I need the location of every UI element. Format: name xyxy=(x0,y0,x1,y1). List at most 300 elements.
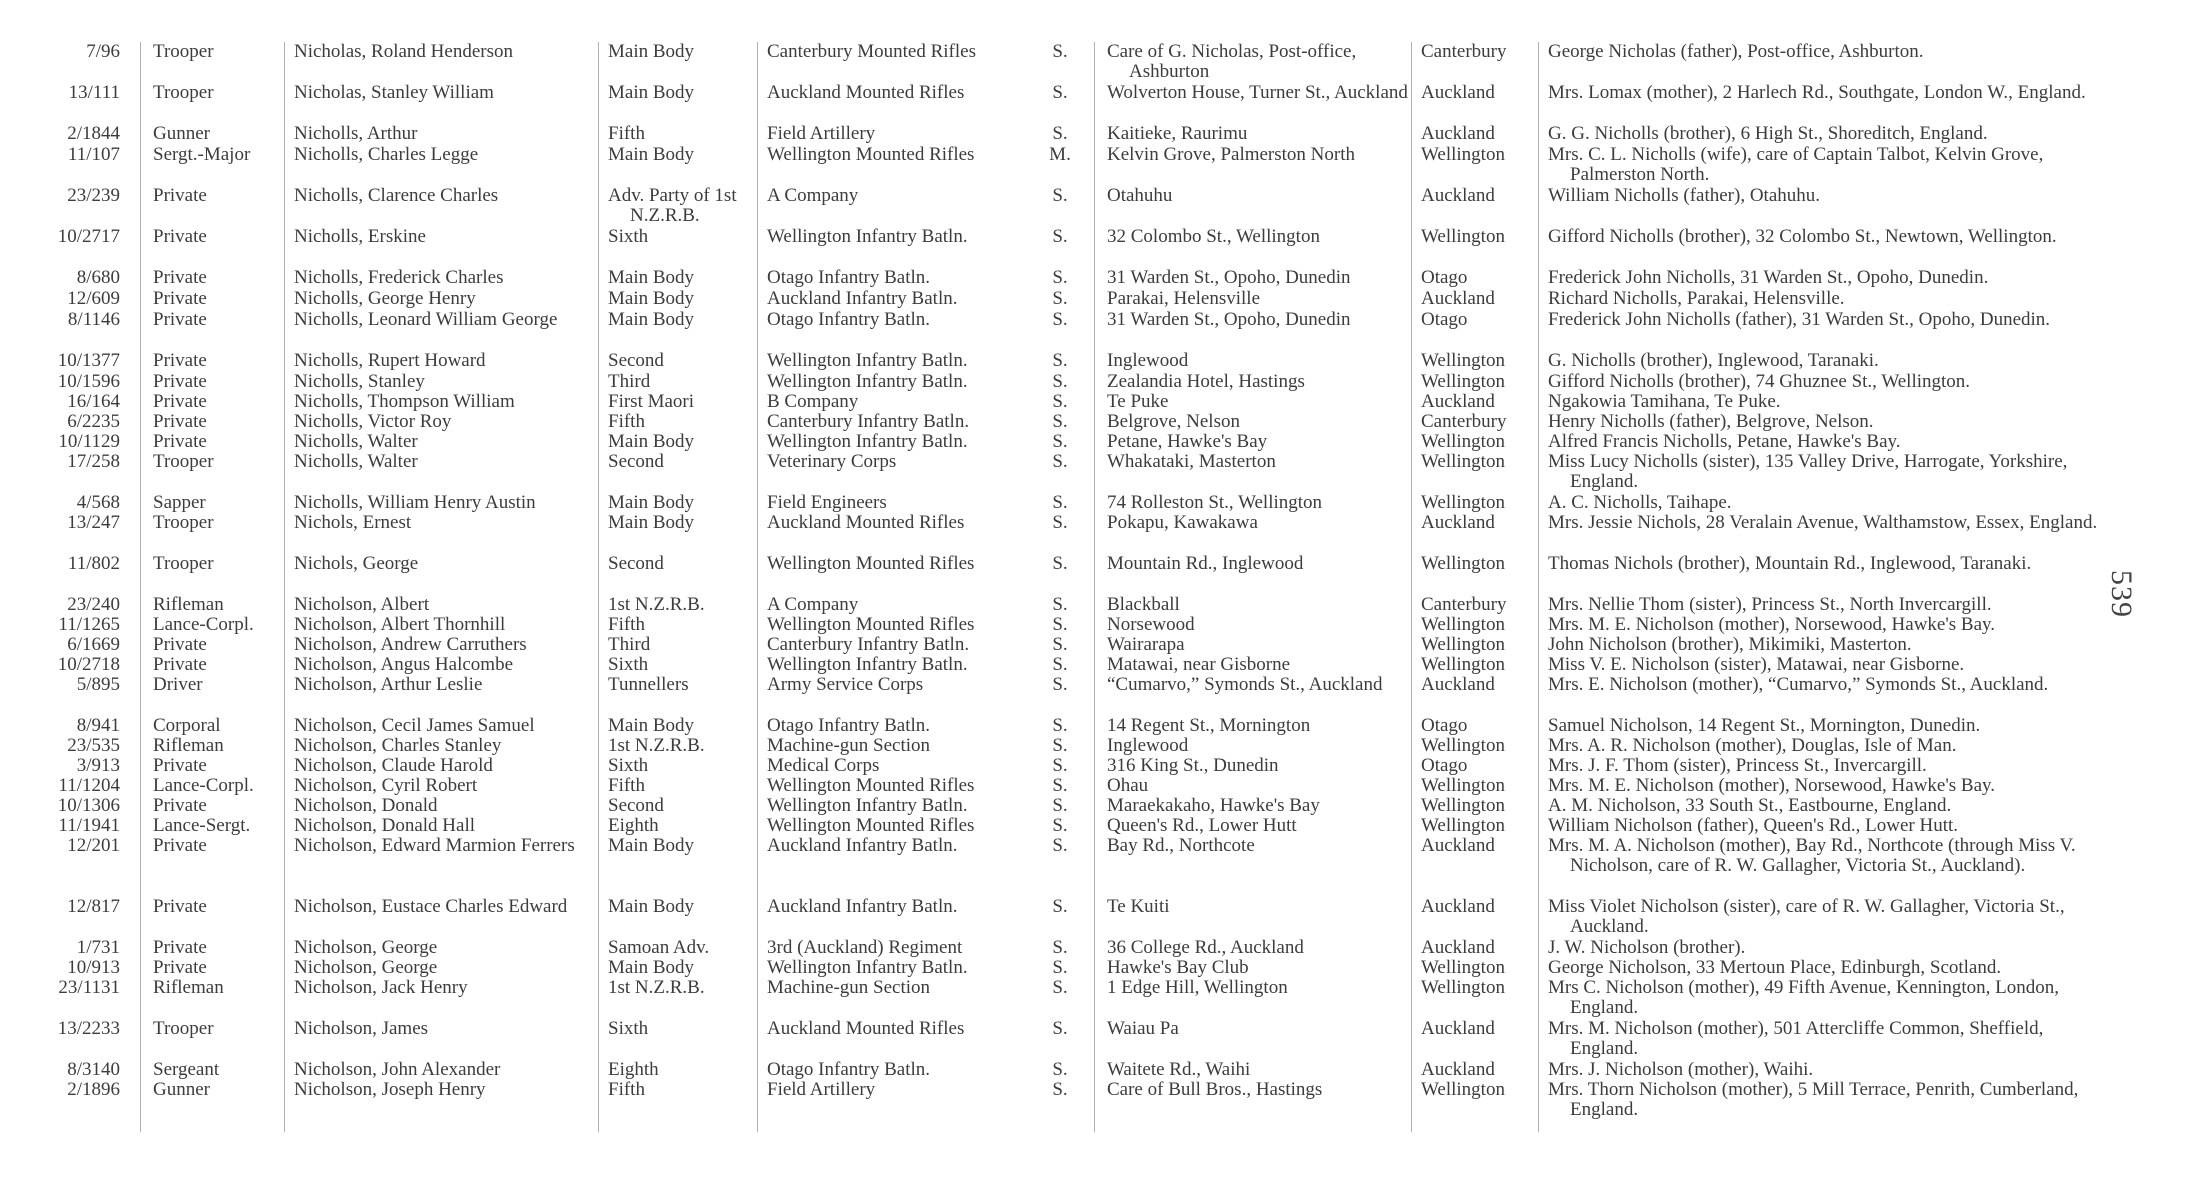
unit-draft: Fifth xyxy=(608,124,645,144)
marital-status: S. xyxy=(1052,756,1068,776)
rank: Private xyxy=(153,635,207,655)
unit-draft: 1st N.Z.R.B. xyxy=(608,736,705,756)
district: Wellington xyxy=(1421,958,1505,978)
last-address: Hawke's Bay Club xyxy=(1107,958,1249,978)
soldier-name: Nicholson, Joseph Henry xyxy=(294,1080,486,1100)
last-address: Belgrove, Nelson xyxy=(1107,412,1240,432)
service-number: 1/731 xyxy=(76,938,120,958)
soldier-name: Nicholson, Arthur Leslie xyxy=(294,675,483,695)
soldier-name: Nicholson, Jack Henry xyxy=(294,978,468,998)
rank: Gunner xyxy=(153,1080,210,1100)
last-address: Mountain Rd., Inglewood xyxy=(1107,554,1304,574)
last-address: Maraekakaho, Hawke's Bay xyxy=(1107,796,1320,816)
marital-status: S. xyxy=(1052,513,1068,533)
last-address: Waitete Rd., Waihi xyxy=(1107,1060,1251,1080)
corps: Wellington Mounted Rifles xyxy=(767,776,975,796)
next-of-kin: Mrs. A. R. Nicholson (mother), Douglas, Isle of Man. xyxy=(1548,736,1957,756)
service-number: 4/568 xyxy=(76,493,120,513)
unit-draft: Third xyxy=(608,635,651,655)
marital-status: S. xyxy=(1052,1080,1068,1100)
corps: Wellington Infantry Batln. xyxy=(767,655,968,675)
service-number: 10/1129 xyxy=(58,432,120,452)
service-number: 10/1596 xyxy=(57,372,120,392)
district: Otago xyxy=(1421,716,1468,736)
district: Wellington xyxy=(1421,145,1505,165)
district: Wellington xyxy=(1421,736,1505,756)
corps: Wellington Mounted Rifles xyxy=(767,145,975,165)
district: Auckland xyxy=(1421,392,1495,412)
last-address: 74 Rolleston St., Wellington xyxy=(1107,493,1323,513)
unit-draft: First Maori xyxy=(608,392,695,412)
next-of-kin: Gifford Nicholls (brother), 32 Colombo St., Newtown, Wellington. xyxy=(1548,227,2057,247)
district: Wellington xyxy=(1421,351,1505,371)
rank: Private xyxy=(153,351,207,371)
next-of-kin: Mrs. J. Nicholson (mother), Waihi. xyxy=(1548,1060,1814,1080)
next-of-kin: Richard Nicholls, Parakai, Helensville. xyxy=(1548,289,1845,309)
next-of-kin: Mrs. J. F. Thom (sister), Princess St., Invercargill. xyxy=(1548,756,1927,776)
next-of-kin: Frederick John Nicholls, 31 Warden St., Opoho, Dunedin. xyxy=(1548,268,1989,288)
corps: Auckland Mounted Rifles xyxy=(767,1019,965,1039)
marital-status: S. xyxy=(1052,736,1068,756)
unit-draft: Main Body xyxy=(608,432,695,452)
soldier-name: Nicholson, Claude Harold xyxy=(294,756,493,776)
soldier-name: Nicholson, George xyxy=(294,958,438,978)
corps: Auckland Mounted Rifles xyxy=(767,513,965,533)
rank: Trooper xyxy=(153,83,214,103)
district: Wellington xyxy=(1421,816,1505,836)
next-of-kin: Miss V. E. Nicholson (sister), Matawai, near Gisborne. xyxy=(1548,655,1965,675)
unit-draft: Main Body xyxy=(608,897,695,917)
district: Wellington xyxy=(1421,635,1505,655)
soldier-name: Nicholson, Albert xyxy=(294,595,430,615)
last-address: Bay Rd., Northcote xyxy=(1107,836,1255,856)
soldier-name: Nicholson, Eustace Charles Edward xyxy=(294,897,568,917)
marital-status: S. xyxy=(1052,124,1068,144)
marital-status: S. xyxy=(1052,392,1068,412)
last-address: “Cumarvo,” Symonds St., Auckland xyxy=(1107,675,1383,695)
district: Wellington xyxy=(1421,493,1505,513)
unit-draft: Samoan Adv. xyxy=(608,938,710,958)
district: Otago xyxy=(1421,268,1468,288)
rank: Private xyxy=(153,289,207,309)
unit-draft: Third xyxy=(608,372,651,392)
soldier-name: Nicholls, Walter xyxy=(294,432,418,452)
marital-status: S. xyxy=(1052,372,1068,392)
last-address: Blackball xyxy=(1107,595,1180,615)
soldier-name: Nicholson, Donald xyxy=(294,796,438,816)
corps: Field Engineers xyxy=(767,493,887,513)
unit-draft: Main Body xyxy=(608,716,695,736)
marital-status: S. xyxy=(1052,635,1068,655)
rank: Private xyxy=(153,268,207,288)
rank: Private xyxy=(153,836,207,856)
soldier-name: Nichols, George xyxy=(294,554,419,574)
corps: Auckland Mounted Rifles xyxy=(767,83,965,103)
corps: A Company xyxy=(767,186,859,206)
rank: Trooper xyxy=(153,1019,214,1039)
last-address: Care of Bull Bros., Hastings xyxy=(1107,1080,1323,1100)
corps: Auckland Infantry Batln. xyxy=(767,289,958,309)
unit-draft: Second xyxy=(608,452,664,472)
rank: Private xyxy=(153,392,207,412)
rank: Rifleman xyxy=(153,736,224,756)
unit-draft: Sixth xyxy=(608,756,649,776)
marital-status: S. xyxy=(1052,289,1068,309)
unit-draft: Fifth xyxy=(608,615,645,635)
marital-status: S. xyxy=(1052,978,1068,998)
marital-status: S. xyxy=(1052,310,1068,330)
rank: Lance-Corpl. xyxy=(153,776,254,796)
next-of-kin: Samuel Nicholson, 14 Regent St., Mornington, Dunedin. xyxy=(1548,716,1981,736)
next-of-kin: Gifford Nicholls (brother), 74 Ghuznee St., Wellington. xyxy=(1548,372,1971,392)
soldier-name: Nicholson, Donald Hall xyxy=(294,816,476,836)
soldier-name: Nicholls, Clarence Charles xyxy=(294,186,499,206)
soldier-name: Nicholls, Leonard William George xyxy=(294,310,558,330)
marital-status: S. xyxy=(1052,493,1068,513)
marital-status: S. xyxy=(1052,897,1068,917)
next-of-kin: A. M. Nicholson, 33 South St., Eastbourne, England. xyxy=(1548,796,1952,816)
district: Otago xyxy=(1421,756,1468,776)
rank: Lance-Corpl. xyxy=(153,615,254,635)
district: Auckland xyxy=(1421,124,1495,144)
marital-status: S. xyxy=(1052,452,1068,472)
rank: Driver xyxy=(153,675,203,695)
next-of-kin: George Nicholson, 33 Mertoun Place, Edinburgh, Scotland. xyxy=(1548,958,2002,978)
marital-status: S. xyxy=(1052,268,1068,288)
unit-draft: Main Body xyxy=(608,513,695,533)
unit-draft: Fifth xyxy=(608,776,645,796)
next-of-kin: Frederick John Nicholls (father), 31 Warden St., Opoho, Dunedin. xyxy=(1548,310,2051,330)
service-number: 8/941 xyxy=(76,716,120,736)
rank: Private xyxy=(153,796,207,816)
district: Wellington xyxy=(1421,776,1505,796)
last-address: Norsewood xyxy=(1107,615,1195,635)
corps: Army Service Corps xyxy=(767,675,924,695)
marital-status: S. xyxy=(1052,42,1068,62)
last-address: Kaitieke, Raurimu xyxy=(1107,124,1248,144)
soldier-name: Nicholls, Frederick Charles xyxy=(294,268,504,288)
corps: Wellington Infantry Batln. xyxy=(767,958,968,978)
district: Canterbury xyxy=(1421,42,1507,62)
district: Canterbury xyxy=(1421,595,1507,615)
last-address: 36 College Rd., Auckland xyxy=(1107,938,1304,958)
next-of-kin: A. C. Nicholls, Taihape. xyxy=(1548,493,1732,513)
last-address: 14 Regent St., Mornington xyxy=(1107,716,1311,736)
soldier-name: Nicholson, Andrew Carruthers xyxy=(294,635,527,655)
unit-draft: Second xyxy=(608,351,664,371)
next-of-kin: Mrs C. Nicholson (mother), 49 Fifth Avenue, Kennington, London, England. xyxy=(1548,978,2060,1018)
next-of-kin: Henry Nicholls (father), Belgrove, Nelson. xyxy=(1548,412,1874,432)
marital-status: S. xyxy=(1052,595,1068,615)
service-number: 13/247 xyxy=(67,513,120,533)
column-rule xyxy=(1538,42,1539,1132)
corps: Wellington Infantry Batln. xyxy=(767,351,968,371)
service-number: 13/111 xyxy=(68,83,120,103)
last-address: Petane, Hawke's Bay xyxy=(1107,432,1268,452)
district: Canterbury xyxy=(1421,412,1507,432)
rank: Trooper xyxy=(153,452,214,472)
unit-draft: Sixth xyxy=(608,1019,649,1039)
district: Wellington xyxy=(1421,796,1505,816)
corps: Canterbury Infantry Batln. xyxy=(767,412,970,432)
last-address: 32 Colombo St., Wellington xyxy=(1107,227,1320,247)
rank: Private xyxy=(153,227,207,247)
corps: Wellington Infantry Batln. xyxy=(767,432,968,452)
service-number: 2/1844 xyxy=(67,124,120,144)
district: Wellington xyxy=(1421,1080,1505,1100)
service-number: 11/1941 xyxy=(58,816,120,836)
soldier-name: Nicholls, William Henry Austin xyxy=(294,493,536,513)
rank: Private xyxy=(153,186,207,206)
corps: Field Artillery xyxy=(767,1080,876,1100)
last-address: Zealandia Hotel, Hastings xyxy=(1107,372,1305,392)
soldier-name: Nicholson, James xyxy=(294,1019,429,1039)
unit-draft: Eighth xyxy=(608,1060,659,1080)
marital-status: S. xyxy=(1052,655,1068,675)
corps: Wellington Infantry Batln. xyxy=(767,372,968,392)
service-number: 11/802 xyxy=(67,554,120,574)
soldier-name: Nicholson, George xyxy=(294,938,438,958)
soldier-name: Nicholson, Cyril Robert xyxy=(294,776,478,796)
rank: Sergeant xyxy=(153,1060,220,1080)
service-number: 7/96 xyxy=(86,42,120,62)
corps: Veterinary Corps xyxy=(767,452,897,472)
district: Wellington xyxy=(1421,615,1505,635)
next-of-kin: Mrs. E. Nicholson (mother), “Cumarvo,” Symonds St., Auckland. xyxy=(1548,675,2049,695)
rank: Trooper xyxy=(153,554,214,574)
soldier-name: Nicholls, Charles Legge xyxy=(294,145,479,165)
district: Auckland xyxy=(1421,186,1495,206)
marital-status: S. xyxy=(1052,412,1068,432)
rank: Private xyxy=(153,756,207,776)
corps: Canterbury Infantry Batln. xyxy=(767,635,970,655)
district: Wellington xyxy=(1421,227,1505,247)
service-number: 10/1306 xyxy=(57,796,120,816)
next-of-kin: Mrs. Thorn Nicholson (mother), 5 Mill Terrace, Penrith, Cumberland, England. xyxy=(1548,1080,2079,1120)
unit-draft: 1st N.Z.R.B. xyxy=(608,595,705,615)
service-number: 23/239 xyxy=(67,186,120,206)
unit-draft: Sixth xyxy=(608,227,649,247)
marital-status: S. xyxy=(1052,776,1068,796)
next-of-kin: J. W. Nicholson (brother). xyxy=(1548,938,1746,958)
service-number: 23/1131 xyxy=(58,978,120,998)
unit-draft: Main Body xyxy=(608,145,695,165)
rank: Rifleman xyxy=(153,595,224,615)
district: Auckland xyxy=(1421,289,1495,309)
next-of-kin: Alfred Francis Nicholls, Petane, Hawke's Bay. xyxy=(1548,432,1901,452)
last-address: Whakataki, Masterton xyxy=(1107,452,1276,472)
unit-draft: Fifth xyxy=(608,1080,645,1100)
soldier-name: Nicholls, Victor Roy xyxy=(294,412,452,432)
last-address: Waiau Pa xyxy=(1107,1019,1179,1039)
next-of-kin: Mrs. M. E. Nicholson (mother), Norsewood, Hawke's Bay. xyxy=(1548,615,1996,635)
unit-draft: Main Body xyxy=(608,836,695,856)
district: Auckland xyxy=(1421,1019,1495,1039)
last-address: Otahuhu xyxy=(1107,186,1173,206)
last-address: Inglewood xyxy=(1107,736,1189,756)
marital-status: S. xyxy=(1052,83,1068,103)
marital-status: S. xyxy=(1052,938,1068,958)
rank: Private xyxy=(153,897,207,917)
corps: Otago Infantry Batln. xyxy=(767,310,931,330)
service-number: 16/164 xyxy=(67,392,120,412)
service-number: 8/680 xyxy=(76,268,120,288)
next-of-kin: William Nicholson (father), Queen's Rd., Lower Hutt. xyxy=(1548,816,1959,836)
rank: Private xyxy=(153,372,207,392)
service-number: 10/2718 xyxy=(57,655,120,675)
district: Auckland xyxy=(1421,938,1495,958)
district: Auckland xyxy=(1421,513,1495,533)
marital-status: S. xyxy=(1052,351,1068,371)
unit-draft: Tunnellers xyxy=(608,675,689,695)
next-of-kin: Mrs. Nellie Thom (sister), Princess St., North Invercargill. xyxy=(1548,595,1992,615)
unit-draft: Second xyxy=(608,554,664,574)
marital-status: S. xyxy=(1052,958,1068,978)
corps: Auckland Infantry Batln. xyxy=(767,897,958,917)
service-number: 10/913 xyxy=(67,958,120,978)
district: Wellington xyxy=(1421,978,1505,998)
soldier-name: Nicholas, Roland Henderson xyxy=(294,42,513,62)
service-number: 13/2233 xyxy=(57,1019,120,1039)
service-number: 17/258 xyxy=(67,452,120,472)
service-number: 8/1146 xyxy=(67,310,120,330)
unit-draft: Main Body xyxy=(608,83,695,103)
soldier-name: Nicholls, Rupert Howard xyxy=(294,351,486,371)
unit-draft: Main Body xyxy=(608,42,695,62)
district: Auckland xyxy=(1421,836,1495,856)
service-number: 10/2717 xyxy=(57,227,120,247)
corps: Auckland Infantry Batln. xyxy=(767,836,958,856)
corps: Wellington Infantry Batln. xyxy=(767,796,968,816)
district: Wellington xyxy=(1421,432,1505,452)
corps: Wellington Infantry Batln. xyxy=(767,227,968,247)
marital-status: S. xyxy=(1052,432,1068,452)
soldier-name: Nicholls, Erskine xyxy=(294,227,426,247)
corps: Wellington Mounted Rifles xyxy=(767,554,975,574)
soldier-name: Nicholson, John Alexander xyxy=(294,1060,501,1080)
unit-draft: Adv. Party of 1st N.Z.R.B. xyxy=(608,186,737,226)
corps: A Company xyxy=(767,595,859,615)
next-of-kin: Miss Violet Nicholson (sister), care of R. W. Gallagher, Victoria St., Auckland. xyxy=(1548,897,2065,937)
unit-draft: Eighth xyxy=(608,816,659,836)
page-number: 539 xyxy=(2105,570,2138,618)
corps: Otago Infantry Batln. xyxy=(767,716,931,736)
unit-draft: Main Body xyxy=(608,958,695,978)
service-number: 23/535 xyxy=(67,736,120,756)
column-rule xyxy=(284,42,285,1132)
corps: Otago Infantry Batln. xyxy=(767,268,931,288)
rank: Lance-Sergt. xyxy=(153,816,251,836)
next-of-kin: Thomas Nichols (brother), Mountain Rd., Inglewood, Taranaki. xyxy=(1548,554,2032,574)
service-number: 11/1265 xyxy=(58,615,120,635)
next-of-kin: George Nicholas (father), Post-office, Ashburton. xyxy=(1548,42,1924,62)
last-address: Queen's Rd., Lower Hutt xyxy=(1107,816,1297,836)
soldier-name: Nicholls, George Henry xyxy=(294,289,476,309)
soldier-name: Nicholls, Thompson William xyxy=(294,392,515,412)
soldier-name: Nicholson, Albert Thornhill xyxy=(294,615,506,635)
district: Auckland xyxy=(1421,1060,1495,1080)
next-of-kin: Mrs. M. Nicholson (mother), 501 Attercliffe Common, Sheffield, England. xyxy=(1548,1019,2044,1059)
district: Otago xyxy=(1421,310,1468,330)
unit-draft: 1st N.Z.R.B. xyxy=(608,978,705,998)
next-of-kin: Mrs. Lomax (mother), 2 Harlech Rd., Southgate, London W., England. xyxy=(1548,83,2086,103)
soldier-name: Nicholls, Stanley xyxy=(294,372,425,392)
unit-draft: Fifth xyxy=(608,412,645,432)
corps: 3rd (Auckland) Regiment xyxy=(767,938,963,958)
last-address: Te Puke xyxy=(1107,392,1169,412)
corps: Canterbury Mounted Rifles xyxy=(767,42,976,62)
soldier-name: Nicholas, Stanley William xyxy=(294,83,494,103)
column-rule xyxy=(598,42,599,1132)
marital-status: S. xyxy=(1052,227,1068,247)
rank: Sergt.-Major xyxy=(153,145,251,165)
district: Wellington xyxy=(1421,655,1505,675)
service-number: 12/817 xyxy=(67,897,120,917)
last-address: Wolverton House, Turner St., Auckland xyxy=(1107,83,1408,103)
column-rule xyxy=(757,42,758,1132)
last-address: Wairarapa xyxy=(1107,635,1185,655)
last-address: Care of G. Nicholas, Post-office, Ashburton xyxy=(1107,42,1357,82)
service-number: 10/1377 xyxy=(57,351,120,371)
last-address: 1 Edge Hill, Wellington xyxy=(1107,978,1288,998)
corps: Machine-gun Section xyxy=(767,978,931,998)
soldier-name: Nicholson, Cecil James Samuel xyxy=(294,716,535,736)
column-rule xyxy=(140,42,141,1132)
marital-status: S. xyxy=(1052,1019,1068,1039)
service-number: 8/3140 xyxy=(67,1060,120,1080)
marital-status: S. xyxy=(1052,796,1068,816)
last-address: Matawai, near Gisborne xyxy=(1107,655,1291,675)
next-of-kin: William Nicholls (father), Otahuhu. xyxy=(1548,186,1821,206)
soldier-name: Nicholson, Charles Stanley xyxy=(294,736,502,756)
next-of-kin: Mrs. M. E. Nicholson (mother), Norsewood, Hawke's Bay. xyxy=(1548,776,1996,796)
next-of-kin: Miss Lucy Nicholls (sister), 135 Valley Drive, Harrogate, Yorkshire, England. xyxy=(1548,452,2068,492)
soldier-name: Nicholson, Angus Halcombe xyxy=(294,655,514,675)
marital-status: S. xyxy=(1052,836,1068,856)
unit-draft: Sixth xyxy=(608,655,649,675)
district: Wellington xyxy=(1421,372,1505,392)
corps: Otago Infantry Batln. xyxy=(767,1060,931,1080)
marital-status: S. xyxy=(1052,615,1068,635)
district: Wellington xyxy=(1421,554,1505,574)
marital-status: S. xyxy=(1052,186,1068,206)
marital-status: S. xyxy=(1052,554,1068,574)
corps: B Company xyxy=(767,392,859,412)
service-number: 5/895 xyxy=(76,675,120,695)
rank: Rifleman xyxy=(153,978,224,998)
service-number: 12/201 xyxy=(67,836,120,856)
corps: Machine-gun Section xyxy=(767,736,931,756)
district: Auckland xyxy=(1421,897,1495,917)
column-rule xyxy=(1094,42,1095,1132)
rank: Trooper xyxy=(153,42,214,62)
soldier-name: Nichols, Ernest xyxy=(294,513,412,533)
next-of-kin: Mrs. C. L. Nicholls (wife), care of Captain Talbot, Kelvin Grove, Palmerston North. xyxy=(1548,145,2044,185)
rank: Private xyxy=(153,432,207,452)
last-address: Ohau xyxy=(1107,776,1149,796)
last-address: Kelvin Grove, Palmerston North xyxy=(1107,145,1356,165)
next-of-kin: Mrs. Jessie Nichols, 28 Veralain Avenue, Walthamstow, Essex, England. xyxy=(1548,513,2098,533)
rank: Private xyxy=(153,412,207,432)
service-number: 6/2235 xyxy=(67,412,120,432)
district: Auckland xyxy=(1421,675,1495,695)
marital-status: S. xyxy=(1052,816,1068,836)
corps: Wellington Mounted Rifles xyxy=(767,615,975,635)
service-number: 2/1896 xyxy=(67,1080,120,1100)
next-of-kin: G. G. Nicholls (brother), 6 High St., Shoreditch, England. xyxy=(1548,124,1988,144)
marital-status: S. xyxy=(1052,675,1068,695)
marital-status: M. xyxy=(1049,145,1071,165)
